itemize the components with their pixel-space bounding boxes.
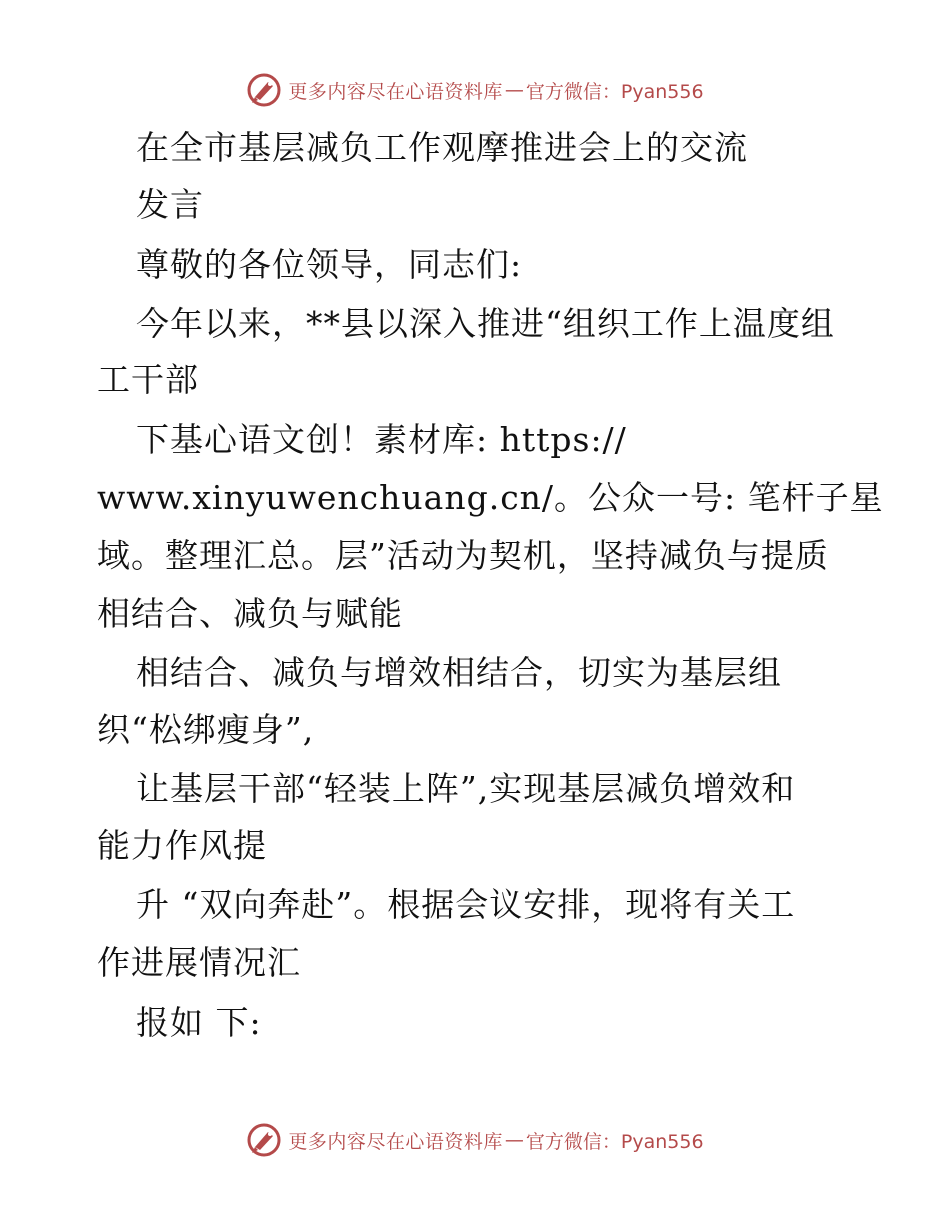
pen-nib-logo-icon (246, 1122, 282, 1158)
banner-text: 更多内容尽在心语资料库 (288, 80, 503, 103)
banner-wechat: 官方微信：Pyan556 (525, 1130, 704, 1153)
paragraph-line: 相结合、减负与增效相结合，切实为基层组 (136, 653, 782, 692)
paragraph-line: 升 “双向奔赴”。根据会议安排，现将有关工 (136, 885, 796, 924)
paragraph-line: 今年以来，**县以深入推进“组织工作上温度组 (136, 304, 835, 343)
salutation: 尊敬的各位领导，同志们: (136, 245, 523, 284)
banner-wechat: 官方微信：Pyan556 (525, 80, 704, 103)
paragraph-line: 报如 下: (136, 1003, 262, 1042)
paragraph-line: 让基层干部“轻装上阵”,实现基层减负增效和 (136, 769, 796, 808)
banner-dash: — (504, 1129, 524, 1151)
paragraph-line: 域。整理汇总。层”活动为契机，坚持减负与提质 (97, 536, 829, 575)
paragraph-line: 工干部 (97, 360, 199, 399)
footer-banner (0, 1120, 950, 1160)
paragraph-line: 相结合、减负与赋能 (97, 594, 403, 633)
title-line-1: 在全市基层减负工作观摩推进会上的交流 (136, 128, 748, 167)
paragraph-line: 能力作风提 (97, 826, 267, 865)
pen-nib-logo-icon (246, 72, 282, 108)
paragraph-line: 作进展情况汇 (97, 943, 301, 982)
header-banner (0, 70, 950, 110)
title-line-2: 发言 (136, 185, 204, 224)
paragraph-line: www.xinyuwenchuang.cn/。公众一号: 笔杆子星 (97, 478, 884, 517)
banner-dash: — (504, 79, 524, 101)
paragraph-line: 下基心语文创！素材库: https:// (136, 420, 627, 459)
banner-text: 更多内容尽在心语资料库 (288, 1130, 503, 1153)
paragraph-line: 织“松绑瘦身”, (97, 710, 315, 749)
